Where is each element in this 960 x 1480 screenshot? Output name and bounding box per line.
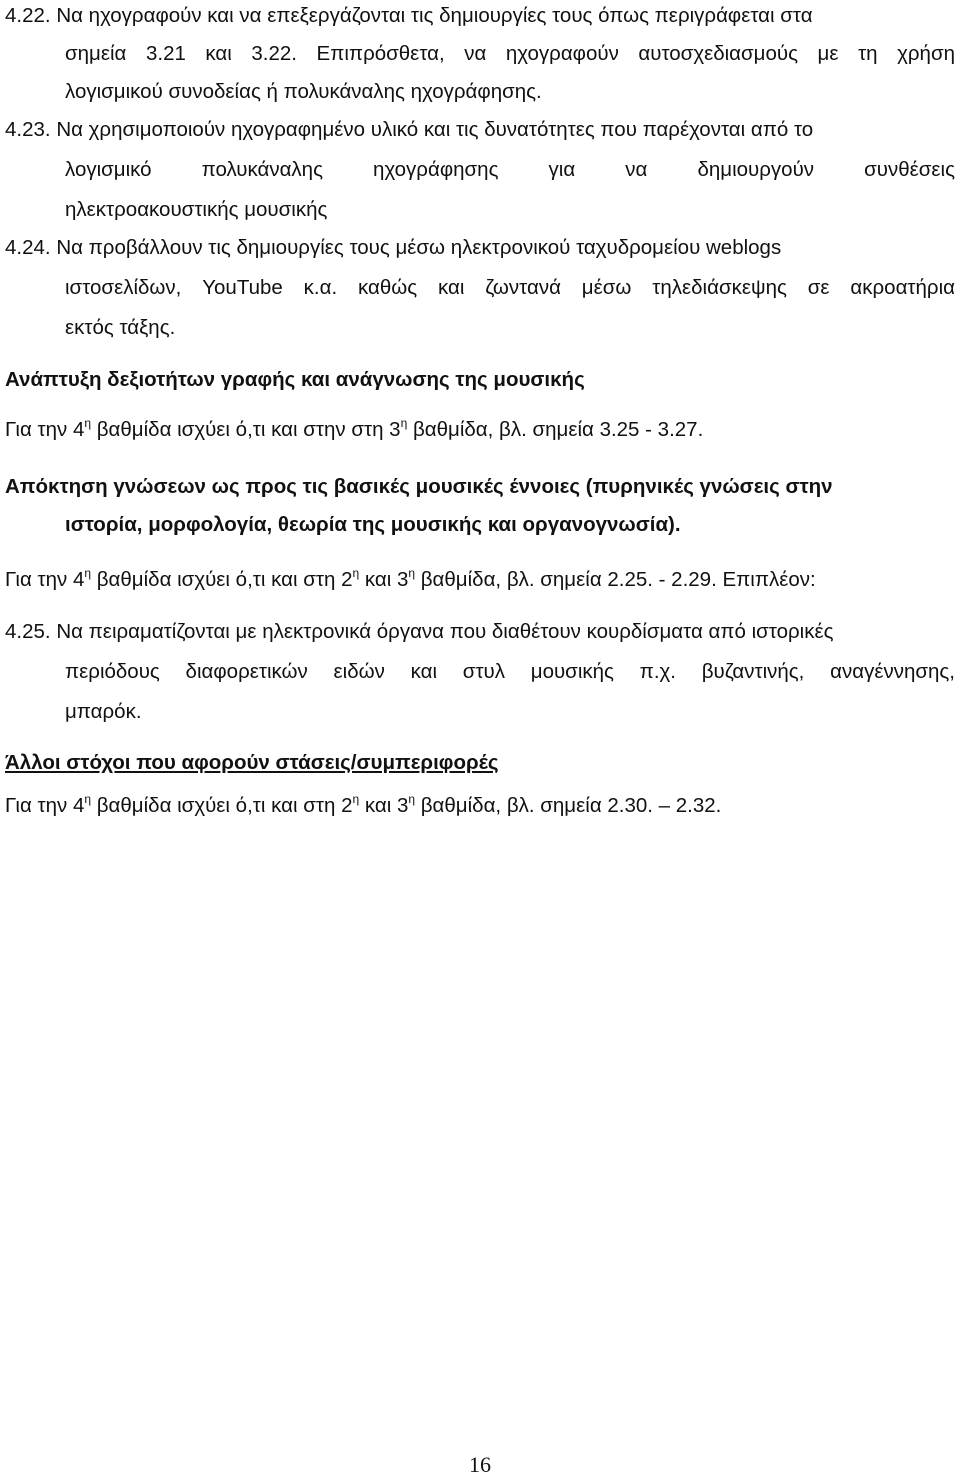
section-heading: Απόκτηση γνώσεων ως προς τις βασικές μουσικές έννοιες (πυρηνικές γνώσεις στην bbox=[5, 475, 833, 498]
item-line-3: μπαρόκ. bbox=[65, 700, 142, 723]
section-heading: Ανάπτυξη δεξιοτήτων γραφής και ανάγνωσης της μουσικής bbox=[5, 368, 585, 391]
item-line-1 bbox=[5, 612, 955, 652]
item-line-2: περιόδους διαφορετικών ειδών και στυλ μουσικής π.χ. βυζαντινής, αναγέννησης, bbox=[65, 660, 955, 683]
section-text: Για την $4^\eta$ βαθμίδα ισχύει ό,τι και στη $2^\eta$ και $3^\eta$ βαθμίδα, βλ. σημεία 2.25. - 2.29. Επιπλέον: bbox=[5, 566, 816, 591]
section-text: Για την $4^\eta$ βαθμίδα ισχύει ό,τι και στη $2^\eta$ και $3^\eta$ βαθμίδα, βλ. σημεία 2.30. – 2.32. bbox=[5, 792, 722, 817]
item-line-1 bbox=[5, 110, 955, 150]
item-number: 4.23. bbox=[5, 118, 51, 141]
item-line-2: σημεία 3.21 και 3.22. Επιπρόσθετα, να ηχογραφούν αυτοσχεδιασμούς με τη χρήση bbox=[65, 42, 955, 65]
item-line-1 bbox=[5, 0, 955, 36]
section-heading: Άλλοι στόχοι που αφορούν στάσεις/συμπεριφορές bbox=[5, 751, 499, 774]
item-text: Να ηχογραφούν και να επεξεργάζονται τις δημιουργίες τους όπως περιγράφεται στα bbox=[56, 4, 813, 27]
section-heading-line2: ιστορία, μορφολογία, θεωρία της μουσικής και οργανογνωσία). bbox=[65, 513, 681, 536]
item-text: Να προβάλλουν τις δημιουργίες τους μέσω ηλεκτρονικού ταχυδρομείου weblogs bbox=[56, 236, 782, 259]
item-text: Να πειραματίζονται με ηλεκτρονικά όργανα που διαθέτουν κουρδίσματα από ιστορικές bbox=[56, 620, 834, 643]
item-line-2: λογισμικό πολυκάναλης ηχογράφησης για να δημιουργούν συνθέσεις bbox=[65, 158, 955, 181]
item-number: 4.22. bbox=[5, 4, 51, 27]
item-number: 4.25. bbox=[5, 620, 51, 643]
item-line-3: λογισμικού συνοδείας ή πολυκάναλης ηχογράφησης. bbox=[65, 80, 542, 103]
page-number: 16 bbox=[469, 1452, 491, 1477]
item-text: Να χρησιμοποιούν ηχογραφημένο υλικό και τις δυνατότητες που παρέχονται από το bbox=[56, 118, 814, 141]
item-line-2: ιστοσελίδων, YouTube κ.α. καθώς και ζωντανά μέσω τηλεδιάσκεψης σε ακροατήρια bbox=[65, 276, 955, 299]
item-line-3: εκτός τάξης. bbox=[65, 316, 176, 339]
item-number: 4.24. bbox=[5, 236, 51, 259]
item-line-3: ηλεκτροακουστικής μουσικής bbox=[65, 198, 328, 221]
section-text: Για την $4^\eta$ βαθμίδα ισχύει ό,τι και στην στη $3^\eta$ βαθμίδα, βλ. σημεία 3.25 - 3.27. bbox=[5, 416, 704, 441]
item-line-1 bbox=[5, 228, 955, 268]
